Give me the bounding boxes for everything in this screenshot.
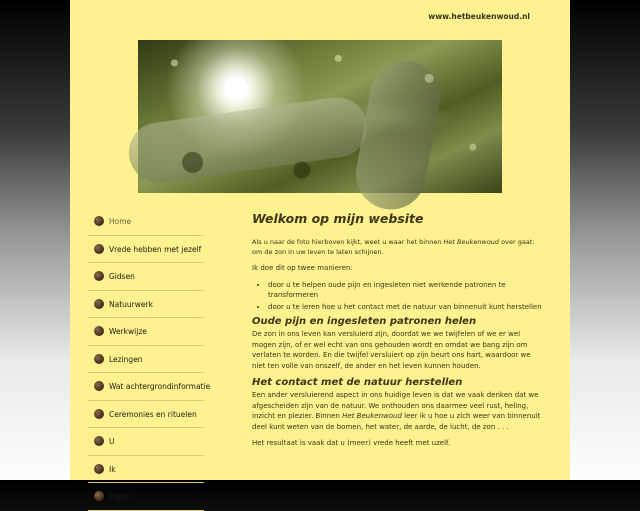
intro-paragraph bbox=[252, 238, 544, 257]
nav-item-label: Home bbox=[109, 217, 132, 226]
section-text: Een ander versluierend aspect in ons huidige leven is dat we vaak denken dat we afgescheiden zijn van de natuur. We onthouden ons daarmee veel rust, heling, inzicht en plezier. Binnen bbox=[252, 391, 539, 420]
nav-item-label: Natuurwerk bbox=[109, 299, 153, 309]
nav-item-home[interactable] bbox=[88, 208, 204, 236]
nav-item-label: Vrede hebben met jezelf bbox=[109, 244, 202, 254]
list-item: • door u te leren hoe u het contact met de natuur van binnenuit kunt herstellen bbox=[268, 302, 544, 313]
nav-item-u[interactable] bbox=[88, 428, 204, 456]
beechnut-bullet-icon bbox=[94, 271, 104, 281]
nav-item-ceremonies-en-rituelen[interactable] bbox=[88, 401, 204, 429]
nav-item-wat-achtergrondinformatie[interactable] bbox=[88, 373, 211, 401]
beechnut-bullet-icon bbox=[94, 216, 104, 226]
beechnut-bullet-icon bbox=[94, 381, 104, 391]
beechnut-bullet-icon bbox=[94, 326, 104, 336]
beechnut-bullet-icon bbox=[94, 409, 104, 419]
beechnut-bullet-icon bbox=[94, 299, 104, 309]
section-text: leer ik u hoe u zich weer van binnenuit deel kunt weten van de bomen, het water, de aarde, de lucht, de zon . . . bbox=[252, 412, 541, 431]
beechnut-bullet-icon bbox=[94, 491, 104, 501]
nav-item-prijzen[interactable] bbox=[88, 483, 204, 511]
main-nav bbox=[88, 208, 211, 511]
site-url[interactable]: www.hetbeukenwoud.nl bbox=[428, 12, 530, 21]
nav-item-label: Wat achtergrondinformatie bbox=[109, 382, 211, 391]
nav-item-label: Ceremonies en rituelen bbox=[109, 409, 197, 419]
beechnut-bullet-icon bbox=[94, 354, 104, 364]
methods-list bbox=[252, 280, 544, 313]
leaf-highlights bbox=[138, 40, 502, 193]
nav-item-ik[interactable] bbox=[88, 456, 204, 484]
nav-item-label: Ik bbox=[109, 464, 116, 474]
nav-item-label: U bbox=[109, 437, 115, 446]
page-title: Welkom op mijn website bbox=[252, 211, 424, 226]
nav-item-label: Lezingen bbox=[109, 354, 143, 364]
intro-text: Als u naar de foto hierboven kijkt, weet u waar het binnen bbox=[252, 238, 444, 246]
main-content bbox=[252, 212, 544, 449]
nav-item-werkwijze[interactable] bbox=[88, 318, 204, 346]
beechnut-bullet-icon bbox=[94, 244, 104, 254]
nav-item-label: Werkwijze bbox=[109, 327, 147, 336]
section-emphasis: Het Beukenwoud bbox=[342, 412, 402, 420]
beechnut-bullet-icon bbox=[94, 464, 104, 474]
nav-item-natuurwerk[interactable] bbox=[88, 291, 204, 319]
list-item: • door u te helpen oude pijn en ingesleten niet werkende patronen te transformeren bbox=[268, 280, 544, 301]
intro-text: over gaat: om de zon in uw leven te laten schijnen. bbox=[252, 238, 535, 256]
nav-item-label: Prijzen bbox=[109, 492, 134, 501]
result-paragraph: Het resultaat is vaak dat u (meer) vrede heeft met uzelf. bbox=[252, 439, 451, 447]
intro-emphasis: Het Beukenwoud bbox=[443, 238, 500, 246]
hero-image bbox=[138, 40, 502, 193]
page-container bbox=[70, 0, 570, 501]
nav-item-gidsen[interactable] bbox=[88, 263, 204, 291]
section-heading: Het contact met de natuur herstellen bbox=[252, 377, 463, 388]
method-intro: Ik doe dit op twee manieren: bbox=[252, 264, 353, 272]
section-paragraph: De zon in ons leven kan versluierd zijn, doordat we we twijfelen of we er wel mogen zijn, of er wel echt van ons gehouden wordt en omdat we bang zijn om verlaten te worden. En die twijfel versluiert op zijn beurt ons hart, waardoor we niet ten volle van onszelf, de ander en het leven kunnen houden. bbox=[252, 330, 531, 370]
nav-item-label: Gidsen bbox=[109, 272, 135, 281]
nav-item-vrede-hebben-met-jezelf[interactable] bbox=[88, 236, 204, 264]
section-paragraph bbox=[252, 390, 544, 432]
nav-item-lezingen[interactable] bbox=[88, 346, 204, 374]
beechnut-bullet-icon bbox=[94, 436, 104, 446]
section-heading: Oude pijn en ingesleten patronen helen bbox=[252, 316, 477, 327]
